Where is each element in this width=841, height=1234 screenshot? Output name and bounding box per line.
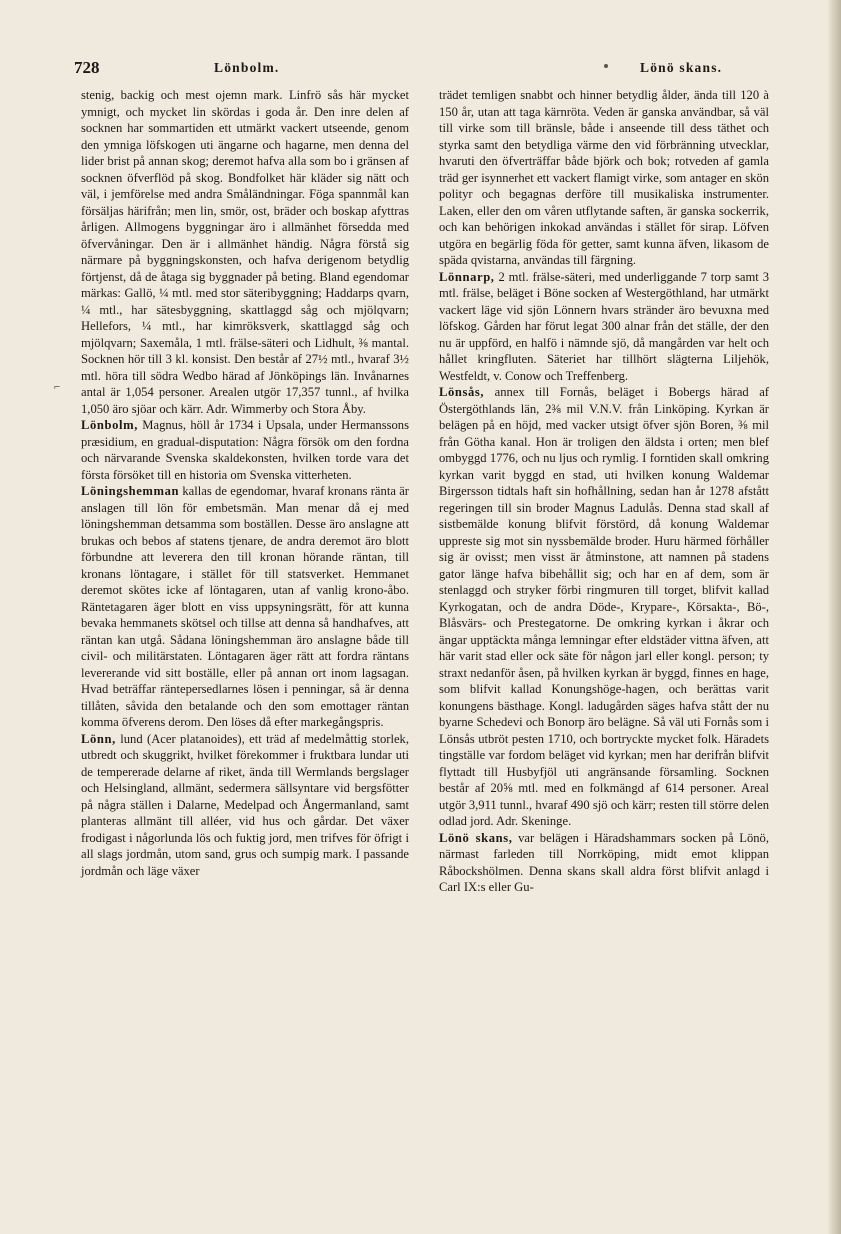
- entry-paragraph: [81, 483, 409, 731]
- entry-headword: Lönbolm,: [81, 418, 138, 432]
- header-dot: [604, 64, 608, 68]
- entry-paragraph: [81, 731, 409, 880]
- entry-text: 2 mtl. frälse-säteri, med underliggande 7 torp samt 3 mtl. frälse, beläget i Böne socken af Westergöthland, har utmärkt vackert läge vid sjön Lönnern hvars stränder äro bevuxna med löfskog. Gården har förut legat 300 alnar från det ställe, der den nu är uppförd, en halfö i nämnde sjö, då mangården var helt och hållet kringfluten. Säteriet har tillhört slägterna Liljehök, Westfeldt, v. Conow och Treffenberg.: [439, 269, 769, 383]
- entry-paragraph: [81, 417, 409, 483]
- entry-headword: Lönnarp,: [439, 269, 495, 284]
- entry-headword: Lönn,: [81, 731, 116, 746]
- entry-headword: Lönsås,: [439, 385, 485, 399]
- entry-text: Magnus, höll år 1734 i Upsala, under Hermanssons præsidium, en gradual-disputation: Några försök om den fordna och närvarande Svenska skaldekonsten, hvilken torde vara det första försöket till en historia om Svenska vitterheten.: [81, 418, 409, 482]
- entry-paragraph: [439, 269, 769, 385]
- right-running-head: Lönö skans.: [640, 60, 723, 75]
- right-column: [439, 87, 769, 896]
- page-header: [74, 58, 794, 82]
- entry-paragraph: [439, 830, 769, 896]
- left-running-head: Lönbolm.: [214, 60, 280, 75]
- entry-paragraph: [81, 87, 409, 417]
- entry-headword: Löningshemman: [81, 484, 180, 498]
- entry-text: trädet temligen snabbt och hinner betydlig ålder, ända till 120 à 150 år, utan att taga kärnröta. Veden är ganska användbar, så väl till virke som till bränsle, både i anseende till dess täthet och styrka samt den betydliga värme den vid förbränning utvecklar, hvaruti den öfverträffar både björk och bok; rotveden af gamla träd ger isynnerhet ett vackert flamigt virke, som antager en skön polityr och begagnas derföre till musikaliska instrumenter. Laken, eller den om våren utflytande saften, är ganska sockerrik, och kan behörigen inkokad användas i stället för sirap. Löfven utgöra en begärlig föda för getter, samt kunna äfven, likasom de späda qvistarna, användas till färgning.: [439, 88, 769, 267]
- entry-text: annex till Fornås, beläget i Bobergs härad af Östergöthlands län, 2⅜ mil V.N.V. från Linköping. Kyrkan är belägen på en höjd, med vacker utsigt öfver sjön Boren, ⅜ mil från Götha kanal. Hon är troligen den äldsta i orten; men blef ombyggd 1776, och nu ljus och rymlig. I forntiden skall omkring kyrkan varit byggd en stad, uti hvilken konung Waldemar Birgersson tidtals haft sin hofhållning, sedan han år 1278 afstått regeringen till sin broder Magnus Ladulås. Denna stad skall af sistbemälde konung blifvit förstörd, då konung Waldemar uppreste sig mot sin nyssbemälde broder. Huru härmed förhåller sig är ovisst; men visst är åtminstone, att namnen på stadens gator länge hafva bibehållit sig; och har en af dem, som är stenlaggd och stryker förbi ringmuren till torget, blifvit kallad Kyrkogatan, och de andra Döde-, Krypare-, Körsakta-, Bö-, Blåsvärs- och Prestegatorne. De omkring kyrkan i åkrar och ängar upptäckta många lemningar efter eldstäder vittna äfven, att här varit stad eller ock säte för någon jarl eller kongl. person; ty straxt nedanför åsen, på hvilken kyrkan är byggd, finnes en hage, som blifvit kallad Konungshöge-hagen, och berättas varit konungens bästhage. Kongl. ladugården säges hafva stått der nu byarne Schedevi och Bonorp äro belägne. Så väl uti Fornås som i Lönsås utbröt pesten 1710, och bortryckte mycket folk. Häradets tingställe var fordom beläget vid kyrkan; men har derifrån blifvit flyttadt till Husbyfjöl uti angränsande församling. Socknen består af 20⅝ mtl. med en folkmängd af 614 personer. Areal utgör 3,911 tunnl., hvaraf 490 sjö och kärr; resten till större delen odlad jord. Adr. Skeninge.: [439, 385, 769, 828]
- entry-text: lund (Acer platanoides), ett träd af medelmåttig storlek, utbredt och skuggrikt, hvilket förekommer i fruktbara lundar uti de tempererade delarne af riket, ända till Wermlands bergslager och Helsingland, allmänt, sedermera sällsyntare vid bergsfötter på några ställen i Dalarne, Medelpad och Ångermanland, samt planteras allmänt till alléer, vid hus och gårdar. Det växer frodigast i någorlunda lös och fuktig jord, men trifves för öfrigt i all slags jordmån, utom sand, grus och sumpig mark. I passande jordmån och läge växer: [81, 731, 409, 878]
- entry-text: kallas de egendomar, hvaraf kronans ränta är anslagen till lön för embetsmän. Man menar då ej med löningshemman detsamma som boställen. Desse äro anslagne att brukas och bebos af statens tjenare, de andra deremot äro blott förbundne att leverera den till kronan hörande räntan, till kronans löntagare, i stället för till statsverket. Hemmanet deremot skötes icke af löntagaren, utan af vanlig krono-åbo. Räntetagaren äger blott en viss uppsyningsrätt, för att kunna bevaka hemmanets skötsel och tillse att denna så handhafves, att räntan kan utgå. Sådana löningshemman äro anslagne både till civil- och militärstaten. Löntagaren äger rätt att fordra räntans levererande vid sitt boställe, eller på annan ort inom lagsagan. Hvad beträffar räntepersedlarnes lösen i penningar, så är denna tillåten, såvida den betalande och den som emottager räntan komma öfverens derom. Den löses då efter markegångspris.: [81, 484, 409, 729]
- entry-text: stenig, backig och mest ojemn mark. Linfrö sås här mycket ymnigt, och mycket lin skördas i goda år. Den inre delen af socknen har sommartiden ett utmärkt vackert utseende, genom den ymniga löfskogen uti ängarne och hagarne, men denna del lider brist på annan skog; deremot hafva alla som bo i gränsen af socknen öfverflöd på skog. Bondfolket här kläder sig nätt och väl, i jemförelse med andra Småländningar. Föga spannmål kan försäljas härifrån; men lin, smör, ost, bräder och boskap afyttras årligen. Allmogens byggningar äro i allmänhet försedda med öfvervåningar. Den är i allmänhet händig. Några förstå sig närmare på byggningskonsten, och hafva derigenom betydlig förtjenst, då de åtaga sig byggnader på beting. Bland egendomar märkas: Gallö, ¼ mtl. med stor säteribyggning; Haddarps qvarn, ¼ mtl., har sätesbyggning, skattlaggd såg och mjölqvarn; Hellefors, ¼ mtl., har kimröksverk, skattlaggd såg och mjölqvarn; Saxemåla, 1 mtl. frälse-säteri och Lidhult, ⅜ mantal. Socknen hör till 3 kl. konsist. Den består af 27½ mtl., hvaraf 3½ mtl. höra till södra Wedbo härad af Jönköpings län. Invånarnes antal är 1,054 personer. Arealen utgör 17,357 tunnl., af hvilka 1,050 äro sjöar och kärr. Adr. Wimmerby och Stora Åby.: [81, 88, 409, 416]
- entry-paragraph: [439, 384, 769, 830]
- entry-headword: Lönö skans,: [439, 830, 513, 845]
- page-number: 728: [74, 58, 100, 77]
- page-edge: [827, 0, 841, 1234]
- left-column: [81, 87, 409, 879]
- entry-paragraph: [439, 87, 769, 269]
- entry-text: var belägen i Häradshammars socken på Lönö, närmast farleden till Norrköping, midt emot klippan Råbockshölmen. Denna skans skall aldra först blifvit anlagd i Carl IX:s eller Gu-: [439, 830, 769, 894]
- margin-mark: ⌐: [54, 381, 61, 393]
